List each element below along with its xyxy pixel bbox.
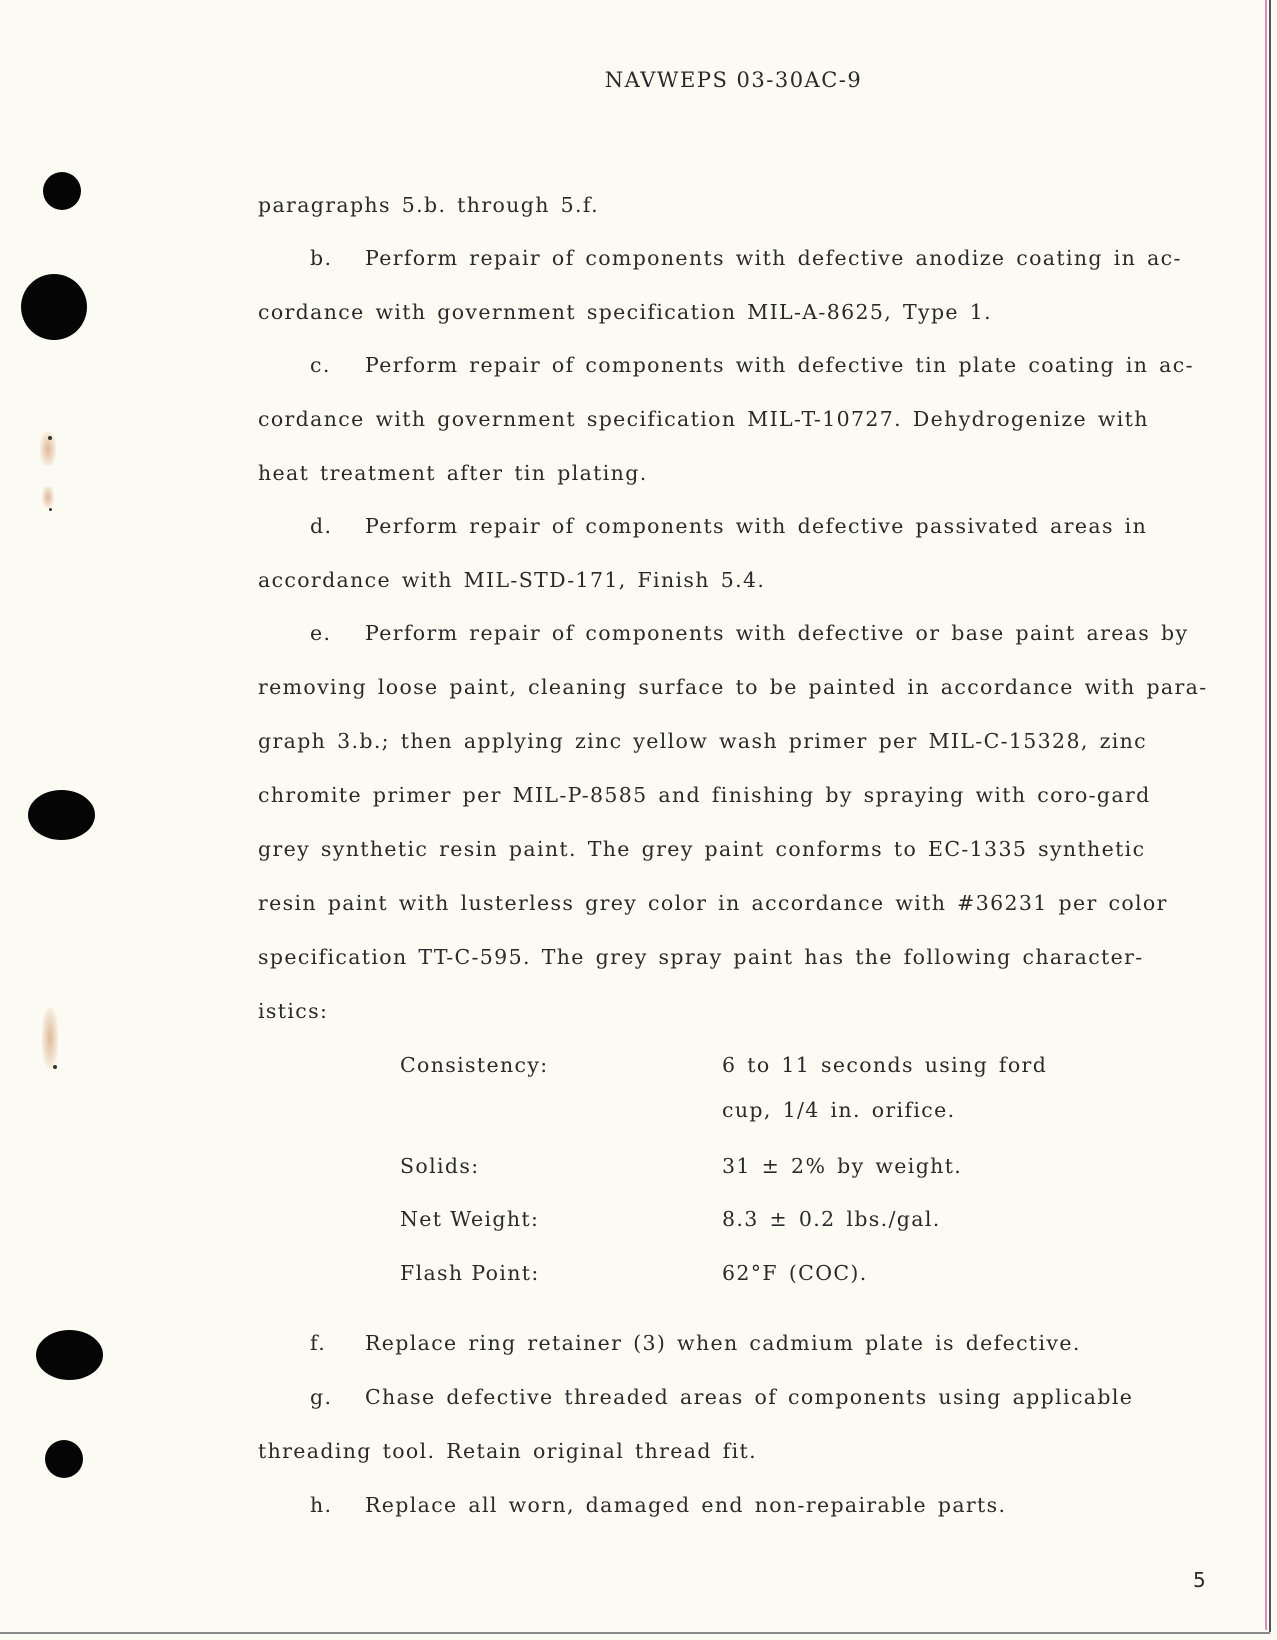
body-line: accordance with MIL-STD-171, Finish 5.4. — [258, 568, 766, 592]
list-item-e — [310, 621, 1188, 645]
item-label: h. — [310, 1493, 333, 1517]
item-label: d. — [310, 514, 333, 538]
punch-hole-icon — [28, 790, 95, 840]
item-text: Replace ring retainer (3) when cadmium plate is defective. — [365, 1331, 1081, 1355]
spec-value-flash-point: 62°F (COC). — [722, 1261, 868, 1285]
punch-hole-icon — [43, 172, 81, 210]
body-line: cordance with government specification MIL-T-10727. Dehydrogenize with — [258, 407, 1149, 431]
spec-label-solids: Solids: — [400, 1154, 480, 1178]
item-text: Replace all worn, damaged end non-repairable parts. — [365, 1493, 1007, 1517]
page-edge-right — [1265, 0, 1267, 1630]
spec-value-consistency-cont: cup, 1/4 in. orifice. — [722, 1098, 956, 1122]
body-line: removing loose paint, cleaning surface to be painted in accordance with para- — [258, 675, 1208, 699]
item-label: b. — [310, 246, 333, 270]
list-item-f — [310, 1331, 1081, 1355]
document-number: NAVWEPS 03-30AC-9 — [604, 68, 863, 92]
item-label: e. — [310, 621, 332, 645]
page-edge-bottom — [0, 1632, 1270, 1634]
list-item-h — [310, 1493, 1006, 1517]
body-line: graph 3.b.; then applying zinc yellow wash primer per MIL-C-15328, zinc — [258, 729, 1148, 753]
page-edge-right-shadow — [1269, 0, 1271, 1632]
item-label: g. — [310, 1385, 333, 1409]
stain-mark — [42, 1008, 58, 1068]
item-label: c. — [310, 353, 331, 377]
item-label: f. — [310, 1331, 327, 1355]
body-line: paragraphs 5.b. through 5.f. — [258, 193, 599, 217]
spec-label-flash-point: Flash Point: — [400, 1261, 540, 1285]
stain-dot — [48, 436, 52, 440]
list-item-c — [310, 353, 1194, 377]
body-line: threading tool. Retain original thread fit. — [258, 1439, 757, 1463]
body-line: istics: — [258, 999, 329, 1023]
page-number: 5 — [1193, 1568, 1206, 1592]
body-line: specification TT-C-595. The grey spray paint has the following character- — [258, 945, 1144, 969]
item-text: Perform repair of components with defective passivated areas in — [365, 514, 1148, 538]
punch-hole-icon — [21, 274, 87, 340]
body-line: heat treatment after tin plating. — [258, 461, 648, 485]
punch-hole-icon — [36, 1330, 103, 1380]
spec-label-consistency: Consistency: — [400, 1053, 549, 1077]
list-item-b — [310, 246, 1182, 270]
list-item-d — [310, 514, 1147, 538]
item-text: Perform repair of components with defective or base paint areas by — [365, 621, 1189, 645]
body-line: chromite primer per MIL-P-8585 and finishing by spraying with coro-gard — [258, 783, 1151, 807]
item-text: Chase defective threaded areas of components using applicable — [365, 1385, 1134, 1409]
list-item-g — [310, 1385, 1133, 1409]
item-text: Perform repair of components with defective tin plate coating in ac- — [365, 353, 1194, 377]
stain-mark — [42, 486, 54, 508]
body-line: grey synthetic resin paint. The grey paint conforms to EC-1335 synthetic — [258, 837, 1146, 861]
spec-value-solids: 31 ± 2% by weight. — [722, 1154, 963, 1178]
item-text: Perform repair of components with defective anodize coating in ac- — [365, 246, 1182, 270]
stain-dot — [53, 1065, 57, 1069]
punch-hole-icon — [45, 1440, 83, 1478]
body-line: resin paint with lusterless grey color in accordance with #36231 per color — [258, 891, 1168, 915]
spec-value-consistency: 6 to 11 seconds using ford — [722, 1053, 1048, 1077]
spec-label-net-weight: Net Weight: — [400, 1207, 540, 1231]
body-line: cordance with government specification MIL-A-8625, Type 1. — [258, 300, 993, 324]
spec-value-net-weight: 8.3 ± 0.2 lbs./gal. — [722, 1207, 941, 1231]
stain-dot — [49, 508, 52, 511]
